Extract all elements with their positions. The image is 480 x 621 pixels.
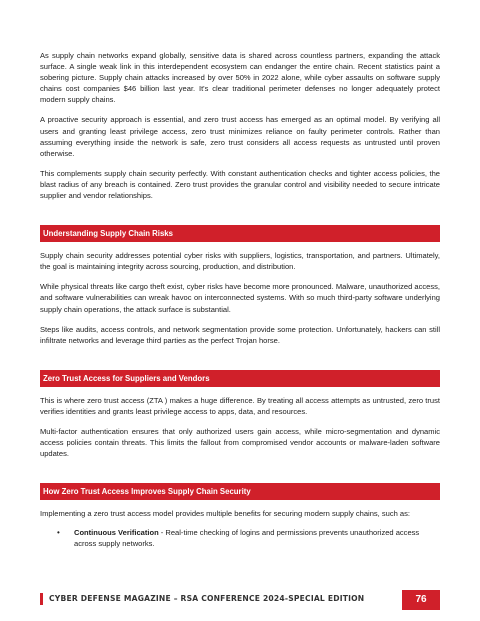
list-item-title: Continuous Verification [74,528,159,538]
bullet-icon: • [57,528,60,538]
page-footer [40,590,440,610]
intro-paragraph-2: A proactive security approach is essential, and zero trust access has emerged as an optimal model. By verifying all users and granting least privilege access, zero trust minimizes reliance on faulty perimeter controls. Rather than assuming everything inside the network is safe, zero trust considers all access requests as untrusted until proven otherwise. [40,115,440,158]
section3-paragraph-1: Implementing a zero trust access model provides multiple benefits for securing modern supply chains, such as: [40,509,410,519]
intro-paragraph-1: As supply chain networks expand globally, sensitive data is shared across countless partners, expanding the attack surface. A single weak link in this interdependent ecosystem can endanger the entire chain. Recent statistics paint a sobering picture. Supply chain attacks increased by over 50% in 2022 alone, while cyber assaults on software supply chains cost companies $46 billion last year. It's clear traditional perimeter defenses no longer adequately protect modern supply chains. [40,51,440,105]
section-heading-supply-chain-risks: Understanding Supply Chain Risks [40,225,440,242]
section1-paragraph-3: Steps like audits, access controls, and network segmentation provide some protection. Unfortunately, hackers can still infiltrate networks and leverage third parties as the perfect Trojan horse. [40,324,440,345]
section-heading-zero-trust-improves: How Zero Trust Access Improves Supply Chain Security [40,483,440,500]
article-body [40,50,440,550]
section1-paragraph-1: Supply chain security addresses potential cyber risks with suppliers, logistics, transportation, and partners. Ultimately, the goal is maintaining integrity across sourcing, production, and distribution. [40,251,440,272]
footer-accent-bar [40,593,43,605]
section-heading-zero-trust-access: Zero Trust Access for Suppliers and Vendors [40,370,440,387]
section1-paragraph-2: While physical threats like cargo theft exist, cyber risks have become more pronounced. Malware, unauthorized access, and software vulnerabilities can wreak havoc on interconnected systems. With so much third-party software underlying supply chain operations, the attack surface is substantial. [40,282,440,314]
section2-paragraph-2: Multi-factor authentication ensures that only authorized users gain access, while micro-segmentation and dynamic access policies contain threats. This limits the fallout from compromised vendor accounts or malware-laden software updates. [40,426,440,459]
footer-publication-title: CYBER DEFENSE MAGAZINE – RSA CONFERENCE 2024-SPECIAL EDITION [49,594,365,603]
intro-paragraph-3: This complements supply chain security perfectly. With constant authentication checks and tighter access policies, the blast radius of any breach is contained. Zero trust provides the granular control and visibility needed to secure intricate supplier and vendor relationships. [40,168,440,201]
section2-paragraph-1: This is where zero trust access (ZTA ) makes a huge difference. By treating all access attempts as untrusted, zero trust verifies identities and grants least privilege access to apps, data, and resources. [40,395,440,416]
page-number: 76 [402,590,440,610]
list-item [40,527,440,549]
list-item-text: - Real-time checking of logins and permissions prevents unauthorized access across supply networks. [74,528,420,549]
benefits-list [40,527,440,549]
